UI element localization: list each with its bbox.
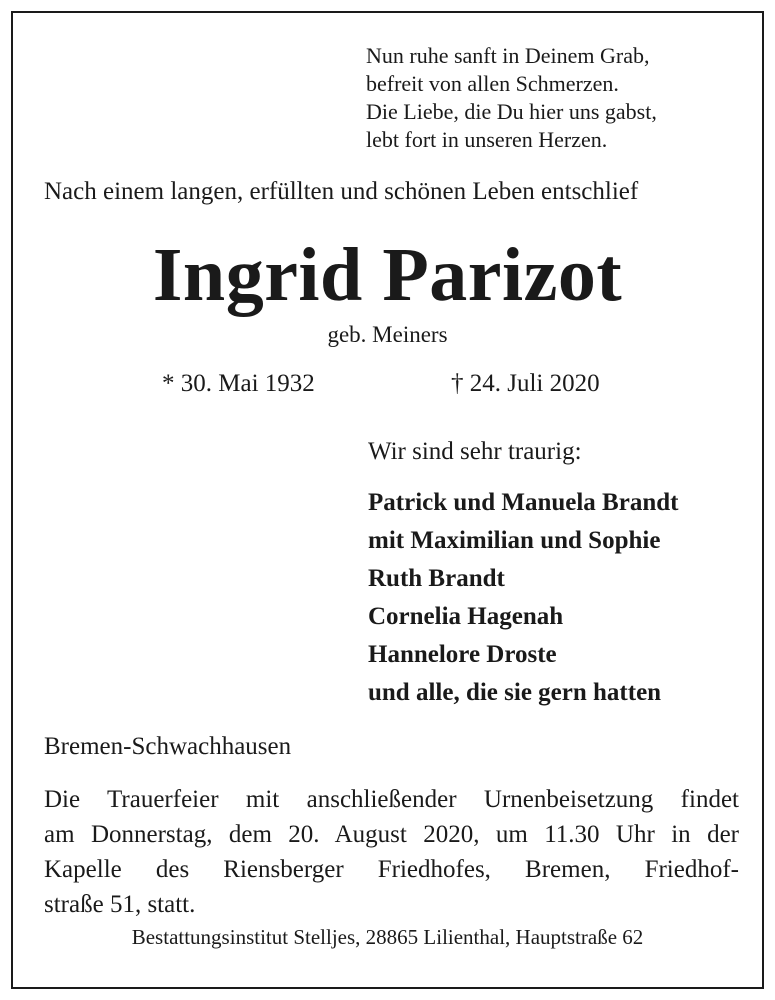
mourner-name: mit Maximilian und Sophie: [368, 527, 661, 554]
service-line: am Donnerstag, dem 20. August 2020, um 11.30 Uhr in der: [44, 821, 739, 848]
mourning-statement: Wir sind sehr traurig:: [368, 438, 582, 465]
service-line: Die Trauerfeier mit anschließender Urnenbeisetzung findet: [44, 786, 739, 813]
birth-date: * 30. Mai 1932: [162, 370, 315, 397]
funeral-service-info: [44, 782, 739, 922]
deceased-name: Ingrid Parizot: [152, 233, 623, 317]
service-line: straße 51, statt.: [44, 891, 196, 918]
place-name: Bremen-Schwachhausen: [44, 733, 292, 760]
poem-line: lebt fort in unseren Herzen.: [366, 127, 608, 152]
poem-line: Nun ruhe sanft in Deinem Grab,: [366, 43, 650, 68]
birth-name: geb. Meiners: [327, 322, 448, 347]
poem-line: befreit von allen Schmerzen.: [366, 71, 619, 96]
memorial-poem: [366, 42, 657, 154]
service-line: Kapelle des Riensberger Friedhofes, Bremen, Friedhof-: [44, 856, 739, 883]
mourner-name: und alle, die sie gern hatten: [368, 679, 662, 706]
poem-line: Die Liebe, die Du hier uns gabst,: [366, 99, 657, 124]
mourner-name: Ruth Brandt: [368, 565, 505, 592]
mourners-list: [368, 484, 678, 712]
undertaker-info: Bestattungsinstitut Stelljes, 28865 Lilienthal, Hauptstraße 62: [131, 925, 644, 949]
mourner-name: Hannelore Droste: [368, 641, 557, 668]
intro-text: Nach einem langen, erfüllten und schönen Leben entschlief: [44, 178, 639, 205]
mourner-name: Patrick und Manuela Brandt: [368, 489, 679, 516]
mourner-name: Cornelia Hagenah: [368, 603, 564, 630]
death-date: † 24. Juli 2020: [451, 370, 600, 397]
